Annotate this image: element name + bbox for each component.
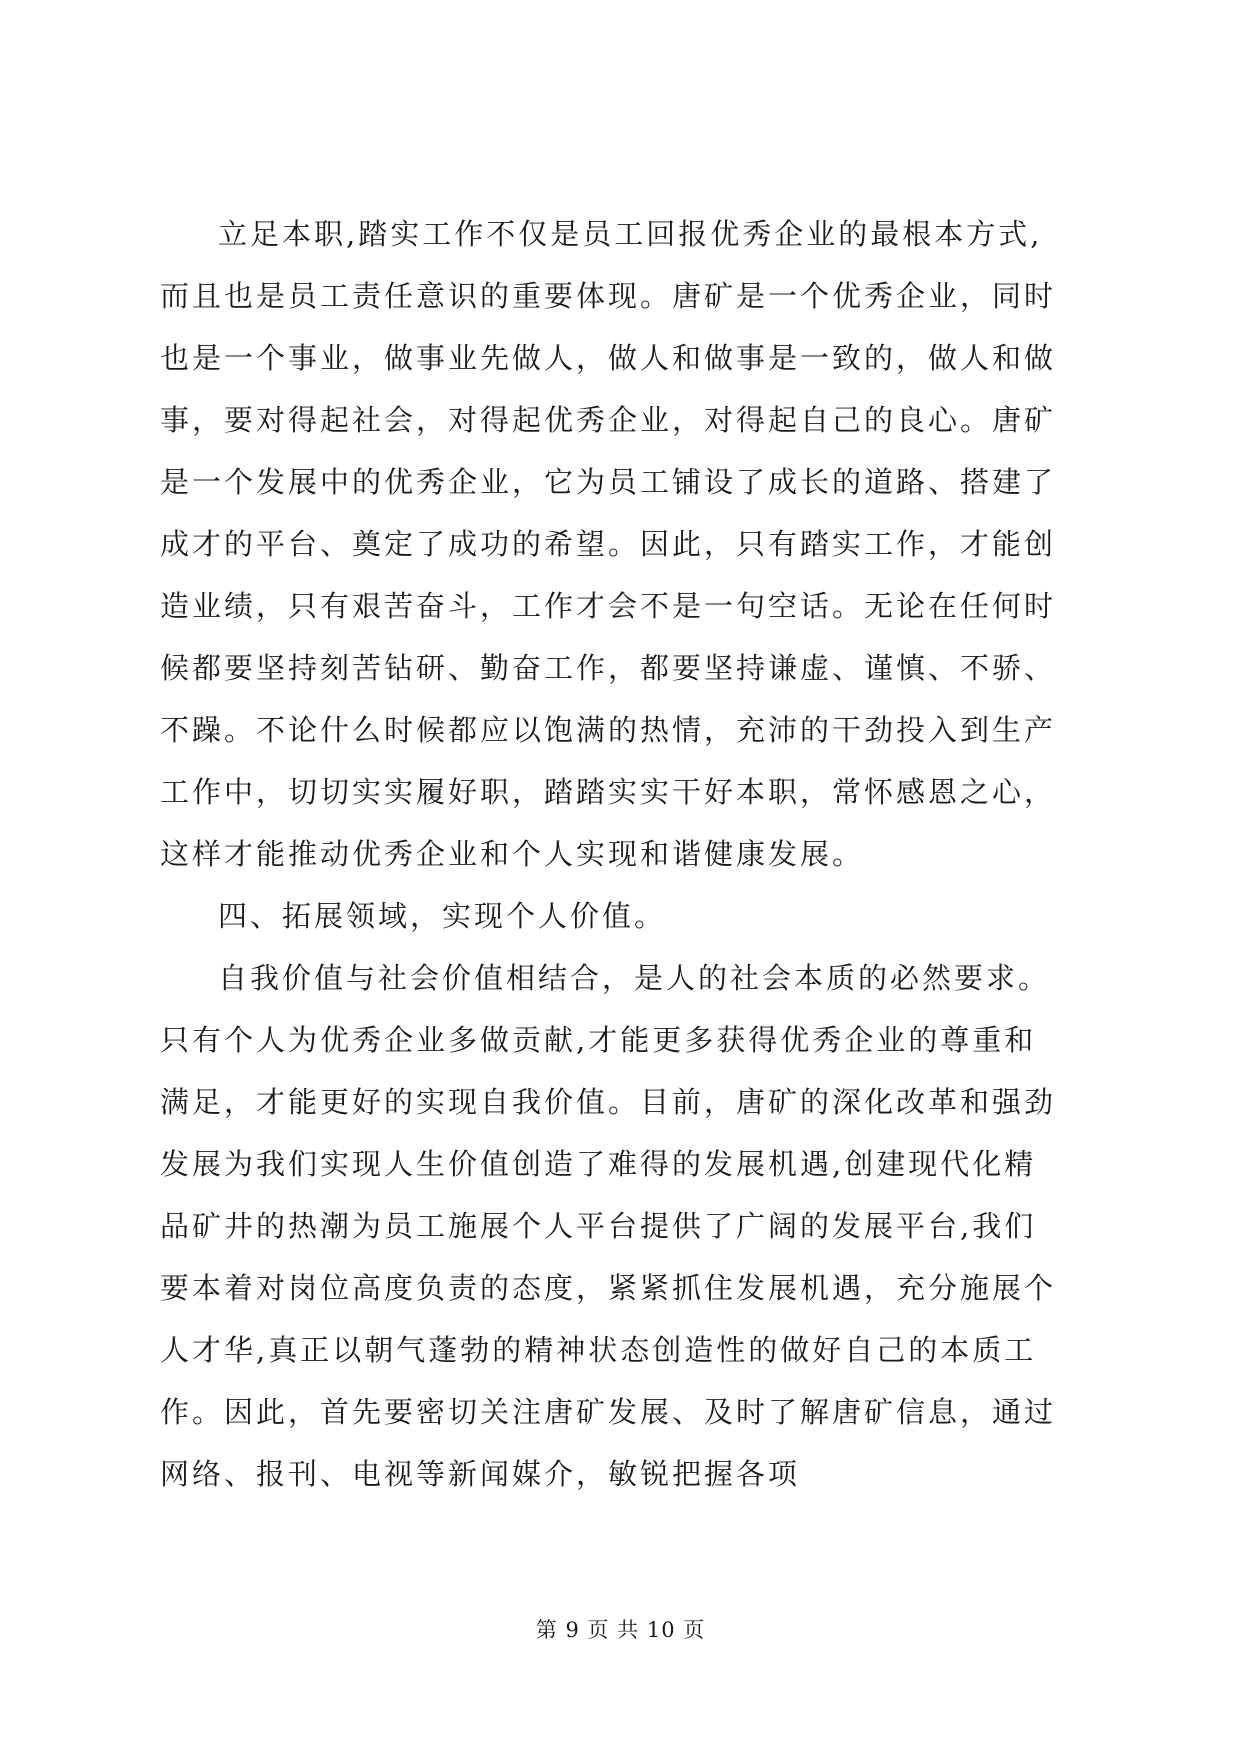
paragraph-line: 事，要对得起社会，对得起优秀企业，对得起自己的良心。唐矿 xyxy=(160,403,1057,437)
paragraph-line: 而且也是员工责任意识的重要体现。唐矿是一个优秀企业，同时 xyxy=(160,279,1057,313)
paragraph-line: 这样才能推动优秀企业和个人实现和谐健康发展。 xyxy=(160,837,865,871)
paragraph-line: 成才的平台、奠定了成功的希望。因此，只有踏实工作，才能创 xyxy=(160,527,1057,561)
paragraph-line: 发展为我们实现人生价值创造了难得的发展机遇,创建现代化精 xyxy=(160,1147,1037,1181)
paragraph-line: 造业绩，只有艰苦奋斗，工作才会不是一句空话。无论在任何时 xyxy=(160,589,1057,623)
paragraph-line: 满足，才能更好的实现自我价值。目前，唐矿的深化改革和强劲 xyxy=(160,1085,1057,1119)
body-text xyxy=(160,203,1090,1505)
paragraph-line: 人才华,真正以朝气蓬勃的精神状态创造性的做好自己的本质工 xyxy=(160,1333,1037,1367)
paragraph-line: 要本着对岗位高度负责的态度，紧紧抓住发展机遇，充分施展个 xyxy=(160,1271,1057,1305)
paragraph-line: 网络、报刊、电视等新闻媒介，敏锐把握各项 xyxy=(160,1457,801,1491)
paragraph-line: 作。因此，首先要密切关注唐矿发展、及时了解唐矿信息，通过 xyxy=(160,1395,1057,1429)
paragraph-line: 品矿井的热潮为员工施展个人平台提供了广阔的发展平台,我们 xyxy=(160,1209,1037,1243)
paragraph-line: 候都要坚持刻苦钻研、勤奋工作，都要坚持谦虚、谨慎、不骄、 xyxy=(160,651,1057,685)
paragraph-line: 是一个发展中的优秀企业，它为员工铺设了成长的道路、搭建了 xyxy=(160,465,1057,499)
section-heading: 四、拓展领域，实现个人价值。 xyxy=(218,899,667,933)
paragraph-line: 只有个人为优秀企业多做贡献,才能更多获得优秀企业的尊重和 xyxy=(160,1023,1037,1057)
paragraph-line: 也是一个事业，做事业先做人，做人和做事是一致的，做人和做 xyxy=(160,341,1057,375)
paragraph-line: 自我价值与社会价值相结合，是人的社会本质的必然要求。 xyxy=(218,961,1051,995)
paragraph-line: 不躁。不论什么时候都应以饱满的热情，充沛的干劲投入到生产 xyxy=(160,713,1057,747)
paragraph-line: 立足本职,踏实工作不仅是员工回报优秀企业的最根本方式, xyxy=(218,217,1043,251)
paragraph-line: 工作中，切切实实履好职，踏踏实实干好本职，常怀感恩之心， xyxy=(160,775,1057,809)
page-number-footer: 第 9 页 共 10 页 xyxy=(535,1618,706,1642)
